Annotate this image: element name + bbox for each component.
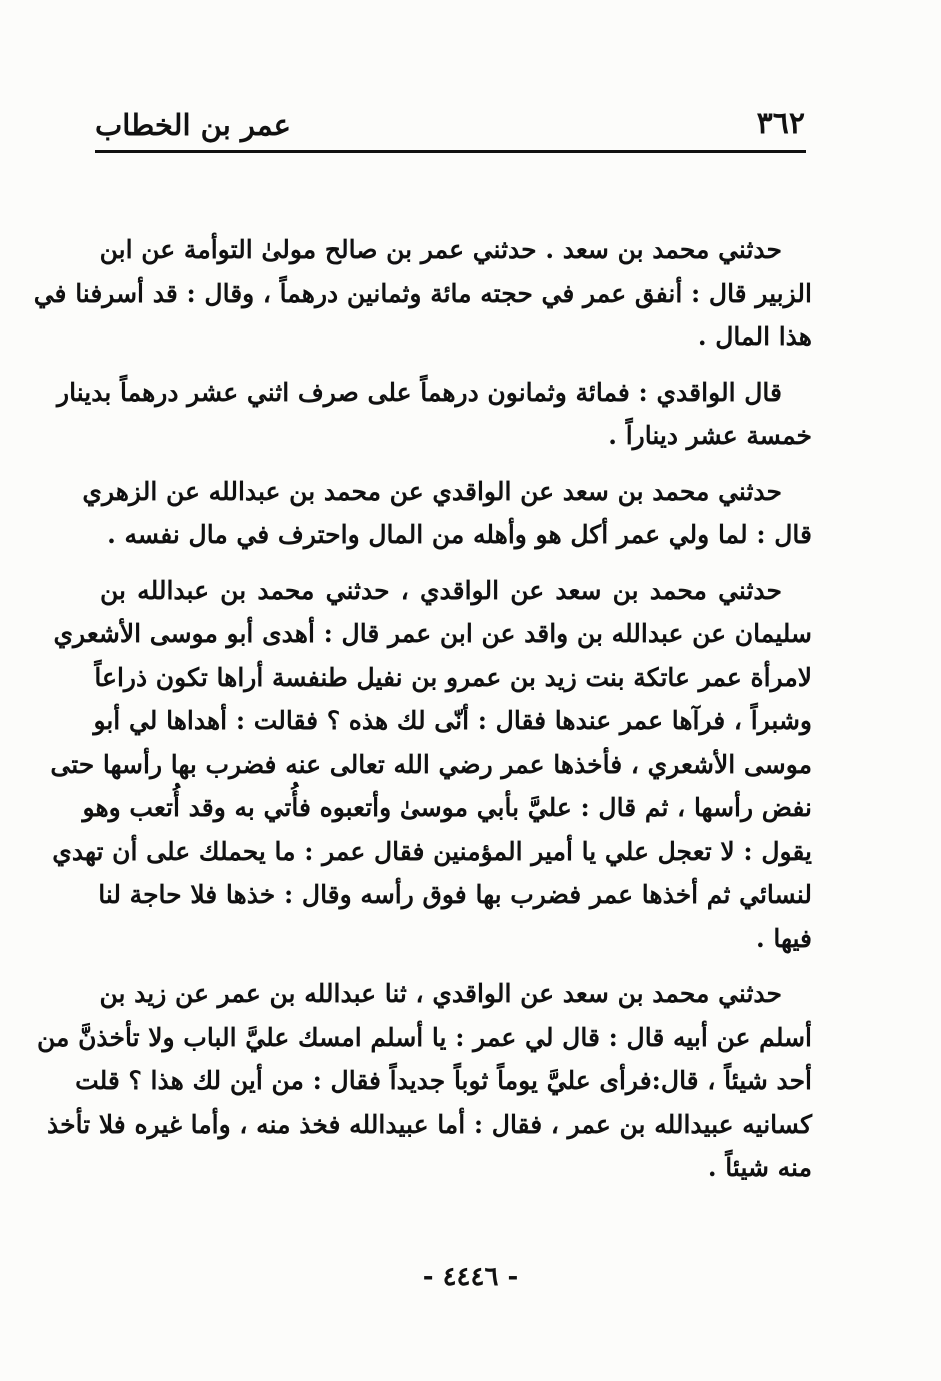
text-line: الزبير قال : أنفق عمر في حجته مائة وثمانين درهماً ، وقال : قد أسرفنا في (33, 278, 812, 308)
text-line: حدثني محمد بن سعد عن الواقدي ، ثنا عبدالله بن عمر عن زيد بن (99, 979, 782, 1008)
running-title: عمر بن الخطاب (95, 108, 291, 142)
text-line: سليمان عن عبدالله بن واقد عن ابن عمر قال : أهدى أبو موسى الأشعري (53, 619, 812, 648)
page-number: ٣٦٢ (756, 106, 805, 141)
text-line: وشبراً ، فرآها عمر عندها فقال : أنّى لك هذه ؟ فقالت : أهداها لي أبو (93, 706, 812, 735)
text-line: كسانيه عبيدالله بن عمر ، فقال : أما عبيدالله فخذ منه ، وأما غيره فلا تأخذ (47, 1109, 812, 1139)
paragraph (57, 371, 812, 458)
text-line: قال الواقدي : فمائة وثمانون درهماً على صرف اثني عشر درهماً بدينار (57, 377, 782, 407)
text-line: قال : لما ولي عمر أكل هو وأهله من المال واحترف في مال نفسه . (107, 520, 812, 549)
paragraph (33, 228, 812, 359)
paragraph (36, 972, 812, 1190)
page-body (33, 228, 812, 1202)
folio-number: - ٤٤٤٦ - (422, 1262, 519, 1292)
text-line: منه شيئاً . (707, 1153, 812, 1182)
text-line: حدثني محمد بن سعد عن الواقدي ، حدثني محمد بن عبدالله بن (100, 575, 782, 605)
header-rule (95, 150, 806, 153)
text-line: لامرأة عمر عاتكة بنت زيد بن عمرو بن نفيل طنفسة أراها تكون ذراعاً (94, 662, 812, 692)
text-line: أسلم عن أبيه قال : قال لي عمر : يا أسلم امسك عليَّ الباب ولا تأخذنَّ من (36, 1022, 812, 1052)
text-line: لنسائي ثم أخذها عمر فضرب بها فوق رأسه وقال : خذها فلا حاجة لنا (98, 880, 812, 909)
text-line: حدثني محمد بن سعد . حدثني عمر بن صالح مولىٰ التوأمة عن ابن (99, 235, 782, 264)
text-line: فيها . (755, 923, 812, 953)
text-line: حدثني محمد بن سعد عن الواقدي عن محمد بن عبدالله عن الزهري (82, 476, 782, 506)
paragraph (50, 569, 812, 961)
text-line: خمسة عشر ديناراً . (608, 421, 812, 450)
page-header (95, 100, 805, 150)
text-line: نفض رأسها ، ثم قال : عليَّ بأبي موسىٰ وأتعبوه فأُتي به وقد أُتعب وهو (82, 793, 812, 822)
text-line: يقول : لا تعجل علي يا أمير المؤمنين فقال عمر : ما يحملك على أن تهدي (52, 836, 812, 866)
text-line: هذا المال . (697, 322, 812, 351)
paragraph (82, 470, 812, 557)
text-line: موسى الأشعري ، فأخذها عمر رضي الله تعالى عنه فضرب بها رأسها حتى (50, 749, 812, 779)
text-line: أحد شيئاً ، قال:فرأى عليَّ يوماً ثوباً جديداً فقال : من أين لك هذا ؟ قلت (75, 1066, 812, 1095)
